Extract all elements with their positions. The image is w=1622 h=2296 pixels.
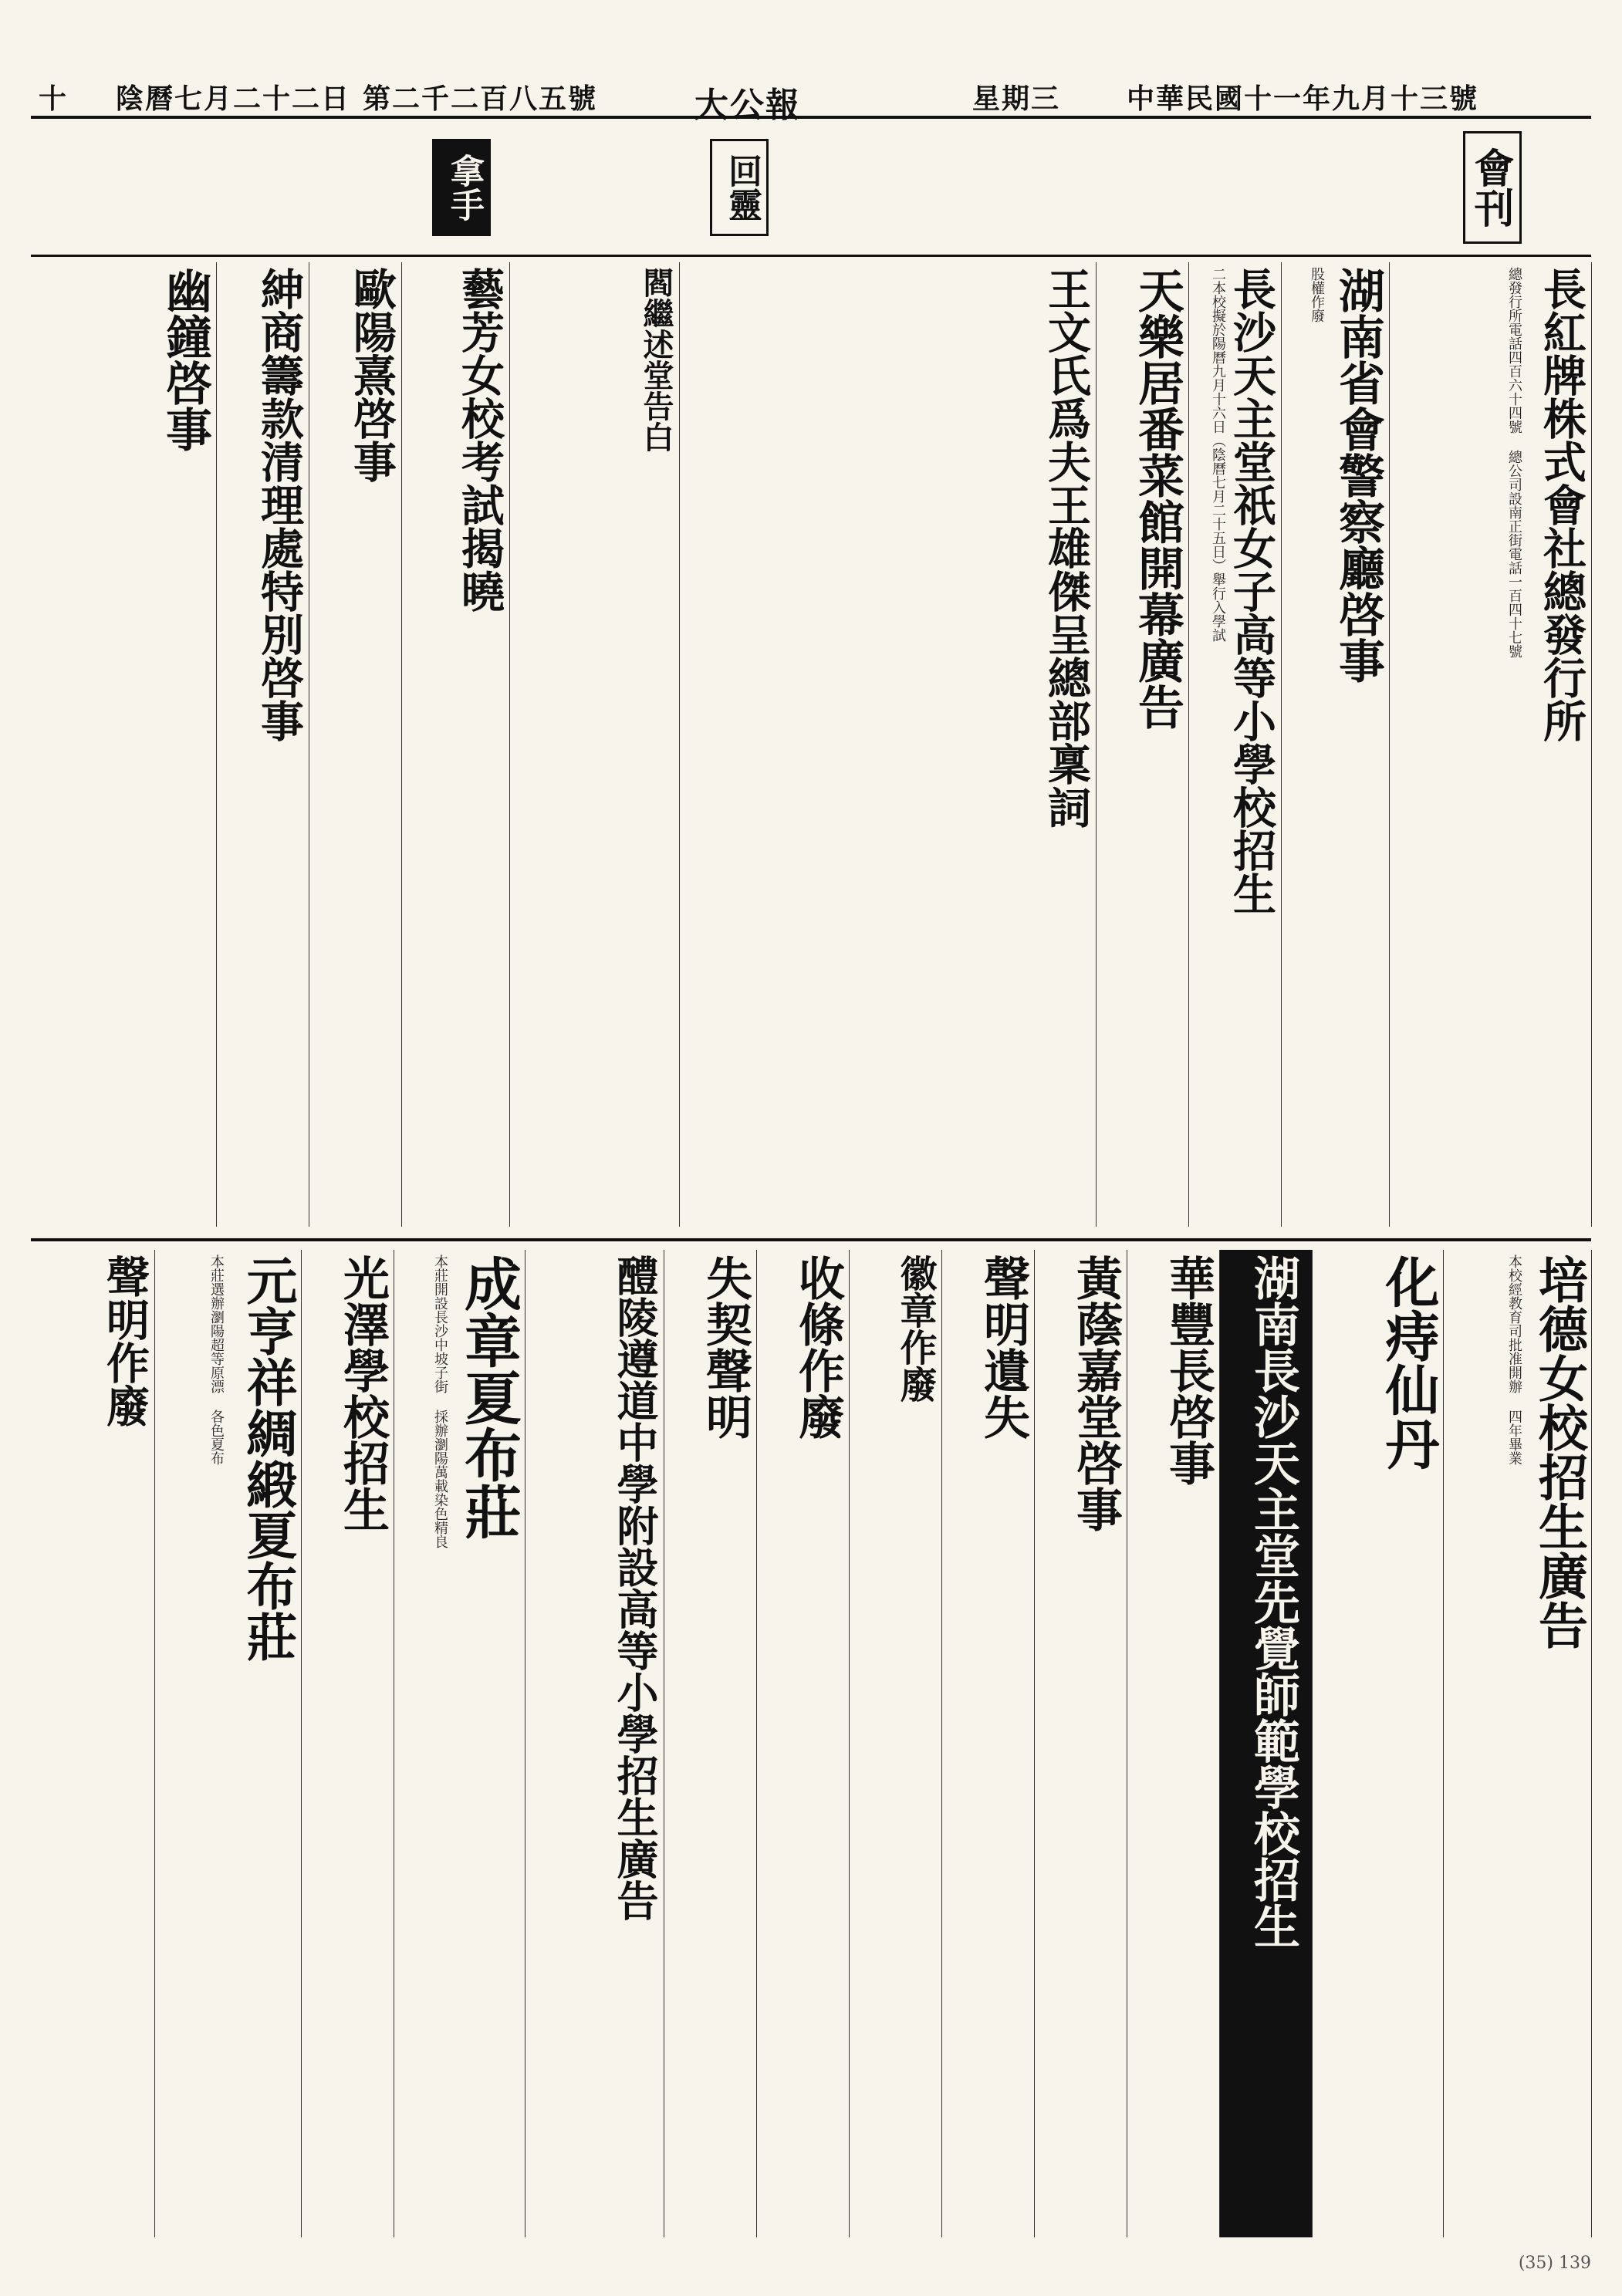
ad-bottom-14: 聲明作廢 — [31, 1250, 155, 2237]
top-left-title: 拿手 — [432, 139, 491, 236]
fold-line — [31, 1238, 1591, 1241]
ad-column-2: 湖南省會警察廳啓事 股權作廢 — [1281, 262, 1390, 1227]
top-center-title: 回靈 — [710, 139, 769, 236]
ad-bottom-3: 湖南長沙天主堂先覺師範學校招生 — [1219, 1250, 1313, 2237]
top-band — [31, 123, 1591, 257]
ad-bottom-1: 培德女校招生廣告 本校經教育司批准開辦 四年畢業 — [1443, 1250, 1592, 2237]
ad-bottom-10: 醴陵遵道中學附設高等小學招生廣告 — [525, 1250, 664, 2237]
lunar-date: 陰曆七月二十二日 — [116, 83, 351, 115]
ad-bottom-4: 華豐長啓事 — [1127, 1250, 1220, 2237]
ad-bottom-6: 聲明遺失 — [941, 1250, 1035, 2237]
top-right-title: 會刊 — [1463, 131, 1522, 244]
ad-column-4: 天樂居番菜館開幕廣告 — [1096, 262, 1189, 1227]
ad-bottom-7: 徽章作廢 — [849, 1250, 942, 2237]
ad-bottom-13: 元亨祥綢緞夏布莊 本莊選辦瀏陽超等原漂 各色夏布 — [154, 1250, 302, 2237]
ad-bottom-8: 收條作廢 — [756, 1250, 850, 2237]
ad-bottom-5: 黃蔭嘉堂啓事 — [1034, 1250, 1127, 2237]
ad-column-8: 歐陽熹啓事 — [309, 262, 402, 1227]
ad-bottom-12: 光澤學校招生 — [301, 1250, 394, 2237]
ad-bottom-11: 成章夏布莊 本莊開設長沙中坡子街 採辦瀏陽萬載染色精良 — [394, 1250, 525, 2237]
ad-bottom-2: 化痔仙丹 — [1312, 1250, 1444, 2237]
ad-column-6: 閻繼述堂告白 — [509, 262, 680, 1227]
ad-column-9: 紳商籌款清理處特別啓事 — [216, 262, 309, 1227]
masthead-row — [31, 77, 1591, 125]
ad-column-3: 長沙天主堂祇女子高等小學校招生 二本校擬於陽曆九月十六日（陰曆七月二十五日）舉行入學試 — [1188, 262, 1282, 1227]
ad-bottom-9: 失契聲明 — [664, 1250, 757, 2237]
newspaper-page — [31, 31, 1591, 2265]
paper-name: 大公報 — [694, 86, 801, 125]
ad-column-5: 王文氏爲夫王雄傑呈總部稟詞 — [679, 262, 1097, 1227]
weekday: 星期三 — [972, 83, 1061, 115]
page-footer: (35) 139 — [1518, 2254, 1591, 2273]
ad-column-1: 長紅牌株式會社總發行所 總發行所電話四百六十四號 總公司設南正街電話一百四十七號 — [1389, 262, 1592, 1227]
ad-column-10: 幽鐘啓事 — [31, 262, 217, 1227]
issue-number: 第二千二百八五號 — [363, 83, 598, 115]
issue-date: 中華民國十一年九月十三號 — [1127, 83, 1479, 115]
page-number: 十 — [39, 83, 69, 115]
ad-column-7: 藝芳女校考試揭曉 — [401, 262, 510, 1227]
